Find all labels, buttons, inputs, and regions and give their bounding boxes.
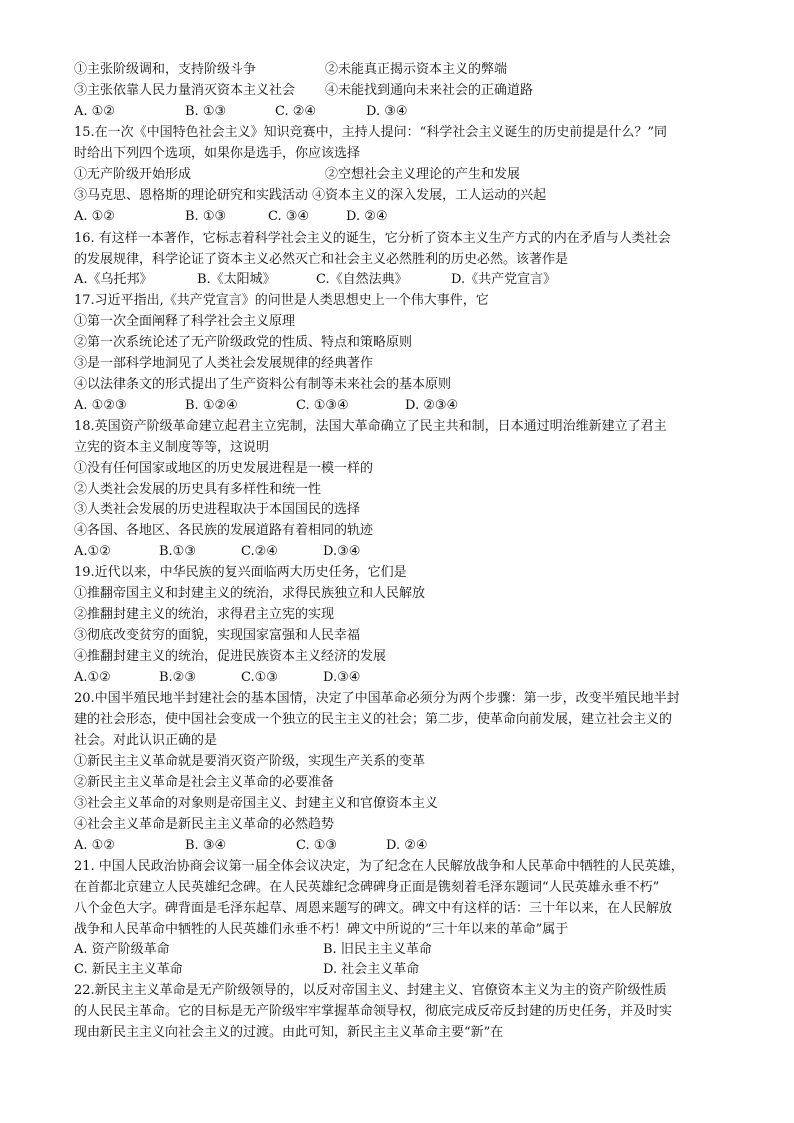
q18-option-d: D.③④ [323, 544, 361, 559]
q15-statements-3-4: ③马克思、恩格斯的理论研究和实践活动 ④资本主义的深入发展，工人运动的兴起 [74, 188, 547, 203]
q20-statement-3: ③社会主义革命的对象则是帝国主义、封建主义和官僚资本主义 [74, 796, 439, 811]
q17-option-d: D. ②③④ [405, 398, 459, 413]
q17-option-c: C. ①③④ [296, 398, 349, 413]
q15-statement-2: ②空想社会主义理论的产生和发展 [325, 167, 521, 182]
q17-statement-1: ①第一次全面阐释了科学社会主义原理 [74, 314, 296, 329]
q20-stem-line-1: 20.中国半殖民地半封建社会的基本国情，决定了中国革命必须分为两个步骤：第一步，改变半殖民地半封 [74, 691, 680, 706]
q19-option-c: C.①③ [241, 670, 278, 685]
q20-option-b: B. ③④ [185, 838, 227, 853]
q18-statement-1: ①没有任何国家或地区的历史发展进程是一模一样的 [74, 461, 374, 476]
q14-option-a: A. ①② [74, 104, 115, 119]
q14-statement-1: ①主张阶级调和，支持阶级斗争 [74, 62, 257, 77]
q16-option-a: A.《乌托邦》 [74, 272, 153, 287]
q20-statement-2: ②新民主主义革命是社会主义革命的必要准备 [74, 775, 335, 790]
q20-statement-4: ④社会主义革命是新民主主义革命的必然趋势 [74, 817, 335, 832]
q19-option-b: B.②③ [159, 670, 196, 685]
q21-stem-line-4: 战争和人民革命中牺牲的人民英雄们永垂不朽！碑文中所说的“三十年以来的革命”属于 [74, 922, 569, 937]
q22-stem-line-1: 22.新民主主义革命是无产阶级领导的，以反对帝国主义、封建主义、官僚资本主义为主的资产阶级性质 [74, 983, 667, 998]
q15-option-c: C. ③④ [268, 209, 310, 224]
q18-option-c: C.②④ [241, 544, 278, 559]
q20-option-a: A. ①② [74, 838, 115, 853]
q21-stem-line-3: 八个金色大字。碑背面是毛泽东起草、周恩来题写的碑文。碑文中有这样的话：三十年以来，在人民解放 [74, 901, 673, 916]
q22-stem-line-3: 现由新民主主义向社会主义的过渡。由此可知，新民主主义革命主要“新”在 [74, 1025, 504, 1040]
q21-stem-line-1: 21. 中国人民政治协商会议第一届全体会议决定，为了纪念在人民解放战争和人民革命中牺牲的人民英雄， [74, 859, 684, 874]
q15-stem-line-1: 15.在一次《中国特色社会主义》知识竞赛中，主持人提问：“科学社会主义诞生的历史前提是什么？”同 [74, 125, 667, 140]
q16-option-c: C.《自然法典》 [316, 272, 408, 287]
q18-statement-4: ④各国、各地区、各民族的发展道路有着相同的轨迹 [74, 523, 374, 538]
q17-statement-3: ③是一部科学地洞见了人类社会发展规律的经典著作 [74, 356, 374, 371]
q19-stem: 19.近代以来，中华民族的复兴面临两大历史任务，它们是 [74, 565, 407, 580]
q14-statement-3: ③主张依靠人民力量消灭资本主义社会 [74, 83, 296, 98]
q17-stem: 17.习近平指出,《共产党宣言》的问世是人类思想史上一个伟大事件，它 [74, 293, 489, 308]
q20-stem-line-3: 社会。对此认识正确的是 [74, 733, 218, 748]
q21-stem-line-2: 在首都北京建立人民英雄纪念碑。在人民英雄纪念碑碑身正面是镌刻着毛泽东题词“人民英雄永垂不朽” [74, 880, 660, 895]
q14-statement-4: ④未能找到通向未来社会的正确道路 [325, 83, 534, 98]
q21-option-c: C. 新民主主义革命 [74, 962, 183, 977]
q14-option-b: B. ①③ [185, 104, 227, 119]
q18-stem-line-2: 立宪的资本主义制度等等，这说明 [74, 440, 270, 455]
q21-option-d: D. 社会主义革命 [323, 962, 420, 977]
q19-statement-4: ④推翻封建主义的统治，促进民族资本主义经济的发展 [74, 649, 387, 664]
q17-option-b: B. ①②④ [185, 398, 238, 413]
q20-option-d: D. ②④ [386, 838, 428, 853]
q21-option-a: A. 资产阶级革命 [74, 942, 170, 957]
q18-option-b: B.①③ [159, 544, 196, 559]
q14-option-d: D. ③④ [366, 104, 408, 119]
q16-option-b: B.《太阳城》 [197, 272, 276, 287]
q18-statement-3: ③人类社会发展的历史进程取决于本国国民的选择 [74, 502, 361, 517]
q15-option-d: D. ②④ [346, 209, 388, 224]
q14-statement-2: ②未能真正揭示资本主义的弊端 [325, 62, 508, 77]
q18-statement-2: ②人类社会发展的历史具有多样性和统一性 [74, 482, 322, 497]
q17-statement-2: ②第一次系统论述了无产阶级政党的性质、特点和策略原则 [74, 335, 413, 350]
q20-option-c: C. ①③ [296, 838, 338, 853]
q16-stem-line-2: 的发展规律，科学论证了资本主义必然灭亡和社会主义必然胜利的历史必然。该著作是 [74, 252, 569, 267]
q16-option-d: D.《共产党宣言》 [451, 272, 557, 287]
q19-statement-2: ②推翻封建主义的统治，求得君主立宪的实现 [74, 607, 335, 622]
q15-option-a: A. ①② [74, 209, 115, 224]
q18-stem-line-1: 18.英国资产阶级革命建立起君主立宪制，法国大革命确立了民主共和制，日本通过明治维新建立了君主 [74, 419, 667, 434]
q21-option-b: B. 旧民主主义革命 [323, 942, 432, 957]
q14-option-c: C. ②④ [275, 104, 317, 119]
q20-statement-1: ①新民主主义革命就是要消灭资产阶级，实现生产关系的变革 [74, 754, 426, 769]
q17-statement-4: ④以法律条文的形式提出了生产资料公有制等未来社会的基本原则 [74, 377, 452, 392]
q18-option-a: A.①② [74, 544, 111, 559]
q19-statement-3: ③彻底改变贫穷的面貌，实现国家富强和人民幸福 [74, 628, 361, 643]
q16-stem-line-1: 16. 有这样一本著作，它标志着科学社会主义的诞生，它分析了资本主义生产方式的内在矛盾与人类社会 [74, 231, 671, 246]
q22-stem-line-2: 的人民民主革命。它的目标是无产阶级牢牢掌握革命领导权，彻底完成反帝反封建的历史任务，并及时实 [74, 1004, 673, 1019]
q19-option-a: A.①② [74, 670, 111, 685]
q15-statement-1: ①无产阶级开始形成 [74, 167, 192, 182]
q20-stem-line-2: 建的社会形态，使中国社会变成一个独立的民主主义的社会；第二步，使革命向前发展，建立社会主义的 [74, 712, 673, 727]
q19-statement-1: ①推翻帝国主义和封建主义的统治，求得民族独立和人民解放 [74, 586, 426, 601]
q19-option-d: D.③④ [323, 670, 361, 685]
q15-option-b: B. ①③ [185, 209, 227, 224]
q17-option-a: A. ①②③ [74, 398, 127, 413]
q15-stem-line-2: 时给出下列四个选项，如果你是选手，你应该选择 [74, 146, 361, 161]
